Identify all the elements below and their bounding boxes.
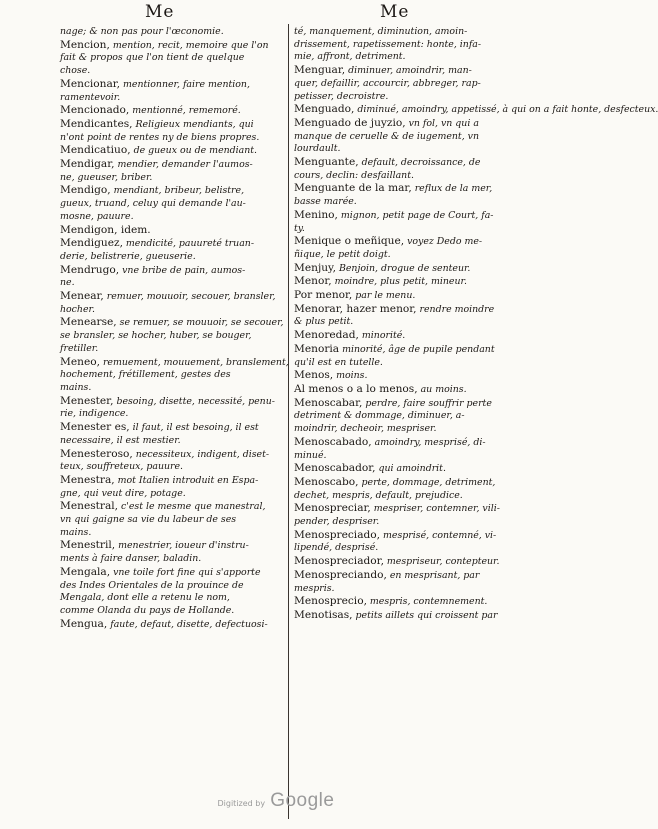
headword: Menestril, — [60, 539, 116, 552]
definition: detriment & dommage, diminuer, a- — [294, 410, 465, 422]
dictionary-line — [294, 39, 508, 52]
definition: teux, souffreteux, pauure. — [60, 461, 184, 473]
dictionary-line — [294, 64, 508, 78]
headword: Menique o meñique, — [294, 235, 405, 248]
definition: mentionné, rememoré. — [132, 105, 241, 117]
definition: moindre, plus petit, mineur. — [334, 276, 467, 288]
dictionary-line — [294, 91, 508, 104]
definition: ramentevoir. — [60, 91, 121, 103]
definition: té, manquement, diminution, amoin- — [294, 26, 468, 37]
dictionary-line — [294, 223, 508, 236]
dictionary-line — [294, 343, 508, 357]
dictionary-line — [60, 316, 284, 330]
dictionary-line — [60, 277, 284, 290]
dictionary-line — [294, 329, 508, 343]
headword: Menoscabar, — [294, 396, 363, 409]
headword: Menos, — [294, 369, 334, 382]
definition: ments à faire danser, baladin. — [60, 553, 202, 565]
dictionary-line — [60, 290, 284, 304]
headword: Menguante de la mar, — [294, 182, 412, 195]
dictionary-line — [60, 198, 284, 211]
headword: Menosprecio, — [294, 595, 367, 608]
definition: necessaire, il est mestier. — [60, 434, 181, 446]
dictionary-line — [60, 78, 284, 92]
headword: Menotisas, — [294, 608, 353, 621]
definition: vne toile fort fine qui s'apporte — [113, 566, 261, 578]
definition: hocher. — [60, 303, 95, 315]
definition: nage; & non pas pour l'œconomie. — [60, 26, 224, 37]
headword: Menear, — [60, 290, 104, 303]
running-head-left: Me — [145, 2, 175, 22]
dictionary-line — [60, 539, 284, 553]
dictionary-line — [294, 143, 508, 156]
dictionary-line — [60, 144, 284, 158]
dictionary-line — [294, 289, 508, 303]
dictionary-line — [60, 39, 284, 53]
headword: Mengala, — [60, 565, 111, 578]
dictionary-line — [60, 237, 284, 251]
dictionary-line — [294, 569, 508, 583]
definition: mespris, contemnement. — [369, 596, 488, 608]
definition: ne, gueuser, briber. — [60, 171, 153, 183]
definition: mespriseur, contepteur. — [386, 556, 500, 568]
dictionary-line — [294, 555, 508, 569]
headword: Menorar, hazer menor, — [294, 302, 417, 315]
headword: Mendigon, idem. — [60, 223, 151, 236]
definition: mendicité, pauureté truan- — [125, 238, 254, 250]
dictionary-line — [60, 224, 284, 238]
headword: Por menor, — [294, 289, 353, 302]
definition: diminué, amoindry, appetissé, à qui on a fait honte, desfecteux. — [357, 104, 658, 116]
definition: ne. — [60, 277, 75, 289]
definition: fretiller. — [60, 342, 99, 354]
dictionary-line — [60, 488, 284, 501]
headword: Menguar, — [294, 64, 346, 77]
definition: fait & propos que l'on tient de quelque — [60, 52, 245, 64]
headword: Menospreciando, — [294, 568, 387, 581]
definition: hochement, frétillement, gestes des — [60, 369, 231, 381]
dictionary-line — [294, 542, 508, 555]
definition: cours, declin: desfaillant. — [294, 169, 414, 181]
headword: Menoredad, — [294, 329, 359, 342]
dictionary-line — [60, 527, 284, 540]
dictionary-line — [294, 476, 508, 490]
definition: vn fol, vn qui a — [408, 117, 479, 129]
dictionary-line — [294, 410, 508, 423]
dictionary-line — [60, 421, 284, 435]
dictionary-line — [294, 196, 508, 209]
definition: comme Olanda du pays de Hollande. — [60, 604, 235, 616]
google-logo-text: Google — [270, 790, 335, 811]
definition: perte, dommage, detriment, — [361, 476, 496, 488]
dictionary-line — [60, 514, 284, 527]
definition: moins. — [336, 370, 368, 382]
headword: Mendicantes, — [60, 117, 133, 130]
dictionary-line — [294, 182, 508, 196]
definition: perdre, faire souffrir perte — [365, 397, 492, 409]
dictionary-line — [60, 65, 284, 78]
definition: minorité. — [361, 330, 406, 342]
dictionary-line — [60, 132, 284, 145]
headword: Mencionar, — [60, 77, 121, 90]
definition: petits aillets qui croissent par — [355, 609, 498, 621]
definition: rendre moindre — [419, 303, 495, 315]
definition: menestrier, ioueur d'instru- — [118, 540, 249, 552]
definition: dechet, mespris, default, prejudice. — [294, 489, 463, 501]
headword: Menospreciado, — [294, 528, 381, 541]
headword: Mencion, — [60, 38, 110, 51]
headword: Menesteroso, — [60, 447, 133, 460]
dictionary-line — [60, 330, 284, 343]
definition: en mesprisant, par — [389, 569, 480, 581]
headword: Mendrugo, — [60, 263, 120, 276]
definition: manque de ceruelle & de iugement, vn — [294, 130, 479, 142]
dictionary-line — [60, 369, 284, 382]
definition: mie, affront, detriment. — [294, 51, 406, 63]
definition: remuement, mouuement, branslement, — [102, 356, 289, 368]
definition: mains. — [60, 526, 92, 538]
dictionary-line — [60, 92, 284, 105]
dictionary-line — [294, 357, 508, 370]
dictionary-line — [294, 502, 508, 516]
headword: Menoria — [294, 342, 340, 355]
dictionary-line — [294, 26, 508, 39]
dictionary-line — [294, 516, 508, 529]
definition: vne bribe de pain, aumos- — [122, 264, 246, 276]
definition: & plus petit. — [294, 316, 354, 328]
definition: faute, defaut, disette, defectuosi- — [110, 618, 268, 630]
definition: mendiant, bribeur, belistre, — [113, 185, 245, 197]
dictionary-line — [60, 382, 284, 395]
headword: Menjuy, — [294, 261, 336, 274]
dictionary-line — [60, 264, 284, 278]
dictionary-line — [60, 172, 284, 185]
headword: Menospreciar, — [294, 502, 371, 515]
definition: mignon, petit page de Court, fa- — [340, 209, 494, 221]
dictionary-line — [60, 343, 284, 356]
dictionary-line — [60, 184, 284, 198]
dictionary-line — [294, 397, 508, 411]
headword: Menoscabo, — [294, 475, 359, 488]
definition: mespriser, contemner, vili- — [373, 503, 500, 515]
definition: reflux de la mer, — [414, 183, 493, 195]
definition: Benjoin, drogue de senteur. — [338, 262, 471, 274]
definition: c'est le mesme que manestral, — [121, 501, 266, 513]
dictionary-line — [294, 595, 508, 609]
dictionary-line — [60, 618, 284, 632]
headword: Mendigar, — [60, 158, 115, 171]
definition: lourdault. — [294, 143, 341, 155]
definition: voyez Dedo me- — [407, 236, 483, 248]
definition: Religieux mendiants, qui — [135, 118, 254, 130]
definition: default, decroissance, de — [361, 157, 481, 169]
dictionary-line — [60, 435, 284, 448]
headword: Mendigo, — [60, 184, 111, 197]
dictionary-line — [60, 158, 284, 172]
dictionary-line — [294, 156, 508, 170]
dictionary-line — [294, 103, 658, 117]
definition: mosne, pauure. — [60, 210, 134, 222]
definition: mot Italien introduit en Espa- — [117, 474, 259, 486]
dictionary-line — [60, 52, 284, 65]
dictionary-line — [294, 235, 508, 249]
dictionary-line — [294, 583, 508, 596]
dictionary-line — [294, 303, 508, 317]
definition: chose. — [60, 65, 91, 77]
dictionary-line — [294, 316, 508, 329]
dictionary-line — [60, 355, 289, 370]
definition: qui amoindrit. — [378, 463, 446, 475]
headword: Menoscabador, — [294, 462, 376, 475]
left-column — [60, 26, 289, 631]
definition: gne, qui veut dire, potage. — [60, 487, 186, 499]
definition: de gueux ou de mendiant. — [133, 145, 258, 157]
dictionary-line — [294, 51, 508, 64]
dictionary-line — [60, 408, 284, 421]
headword: Menguado de juyzio, — [294, 116, 406, 129]
definition: diminuer, amoindrir, man- — [348, 65, 472, 77]
dictionary-line — [294, 383, 508, 397]
definition: mentionner, faire mention, — [123, 78, 250, 90]
definition: gueux, truand, celuy qui demande l'au- — [60, 198, 246, 210]
dictionary-line — [294, 262, 508, 276]
definition: mendier, demander l'aumos- — [117, 159, 253, 171]
right-column — [294, 26, 658, 623]
definition: moindrir, decheoir, mespriser. — [294, 423, 437, 435]
headword: Menospreciador, — [294, 555, 384, 568]
definition: se bransler, se hocher, huber, se bouger, — [60, 330, 252, 342]
dictionary-line — [294, 529, 508, 543]
definition: n'ont point de rentes ny de biens propres. — [60, 131, 260, 143]
headword: Menestra, — [60, 473, 115, 486]
dictionary-line — [294, 170, 508, 183]
digitized-watermark — [0, 790, 552, 812]
dictionary-line — [60, 566, 284, 580]
dictionary-line — [294, 249, 508, 262]
headword: Menino, — [294, 208, 338, 221]
definition: lipendé, desprisé. — [294, 542, 379, 554]
definition: remuer, mouuoir, secouer, bransler, — [106, 291, 276, 303]
dictionary-line — [60, 26, 284, 39]
dictionary-line — [60, 474, 284, 488]
definition: derie, belistrerie, gueuserie. — [60, 250, 196, 262]
headword: Menor, — [294, 275, 332, 288]
definition: mention, recit, memoire que l'on — [112, 39, 269, 51]
definition: qu'il est en tutelle. — [294, 356, 383, 368]
dictionary-line — [294, 369, 508, 383]
dictionary-line — [294, 462, 508, 476]
definition: par le menu. — [355, 290, 416, 302]
dictionary-line — [60, 605, 284, 618]
headword: Mendicatiuo, — [60, 144, 131, 157]
definition: ty. — [294, 222, 305, 234]
headword: Menoscabado, — [294, 435, 372, 448]
dictionary-line — [294, 436, 508, 450]
dictionary-line — [294, 450, 508, 463]
definition: des Indes Orientales de la prouince de — [60, 579, 244, 591]
definition: il faut, il est besoing, il est — [132, 422, 259, 434]
headword: Menguado, — [294, 103, 355, 116]
headword: Al menos o a lo menos, — [294, 382, 418, 395]
dictionary-line — [294, 423, 508, 436]
definition: petisser, decroistre. — [294, 90, 389, 102]
dictionary-line — [294, 609, 508, 623]
dictionary-line — [60, 395, 284, 409]
definition: Mengala, dont elle a retenu le nom, — [60, 592, 230, 604]
dictionary-line — [60, 553, 284, 566]
dictionary-line — [294, 209, 508, 223]
dictionary-line — [60, 211, 284, 224]
dictionary-line — [294, 275, 508, 289]
definition: drissement, rapetissement: honte, infa- — [294, 38, 482, 50]
dictionary-line — [60, 304, 284, 317]
dictionary-line — [294, 78, 508, 91]
dictionary-line — [60, 592, 284, 605]
definition: au moins. — [420, 383, 467, 395]
definition: mains. — [60, 381, 92, 393]
headword: Mencionado, — [60, 104, 130, 117]
definition: amoindry, mesprisé, di- — [374, 436, 486, 448]
definition: quer, defaillir, accourcir, abbreger, rap- — [294, 77, 481, 89]
dictionary-line — [60, 251, 284, 264]
dictionary-line — [60, 104, 284, 118]
dictionary-line — [294, 117, 508, 131]
headword: Menguante, — [294, 156, 359, 169]
dictionary-line — [294, 131, 508, 144]
definition: rie, indigence. — [60, 408, 129, 420]
column-divider — [288, 24, 289, 819]
definition: necessiteux, indigent, diset- — [135, 448, 270, 460]
dictionary-line — [60, 448, 284, 462]
definition: pender, despriser. — [294, 516, 380, 528]
definition: mespris. — [294, 582, 335, 594]
headword: Menester, — [60, 394, 114, 407]
headword: Menester es, — [60, 421, 130, 434]
dictionary-line — [60, 118, 284, 132]
dictionary-line — [60, 461, 284, 474]
definition: besoing, disette, necessité, penu- — [116, 395, 275, 407]
definition: se remuer, se mouuoir, se secouer, — [119, 317, 284, 329]
definition: mesprisé, contemné, vi- — [383, 529, 497, 541]
headword: Menearse, — [60, 316, 117, 329]
definition: vn qui gaigne sa vie du labeur de ses — [60, 514, 237, 526]
page-header — [0, 2, 552, 24]
running-head-right: Me — [380, 2, 410, 22]
dictionary-line — [294, 490, 508, 503]
definition: minué. — [294, 449, 327, 461]
definition: ñique, le petit doigt. — [294, 248, 391, 260]
digitized-label: Digitized by — [217, 799, 266, 808]
definition: minorité, âge de pupile pendant — [342, 343, 495, 355]
headword: Mendiguez, — [60, 237, 123, 250]
headword: Menestral, — [60, 500, 119, 513]
dictionary-line — [60, 580, 284, 593]
headword: Meneo, — [60, 355, 100, 368]
definition: basse marée. — [294, 196, 357, 208]
dictionary-line — [60, 500, 284, 514]
headword: Mengua, — [60, 617, 108, 630]
